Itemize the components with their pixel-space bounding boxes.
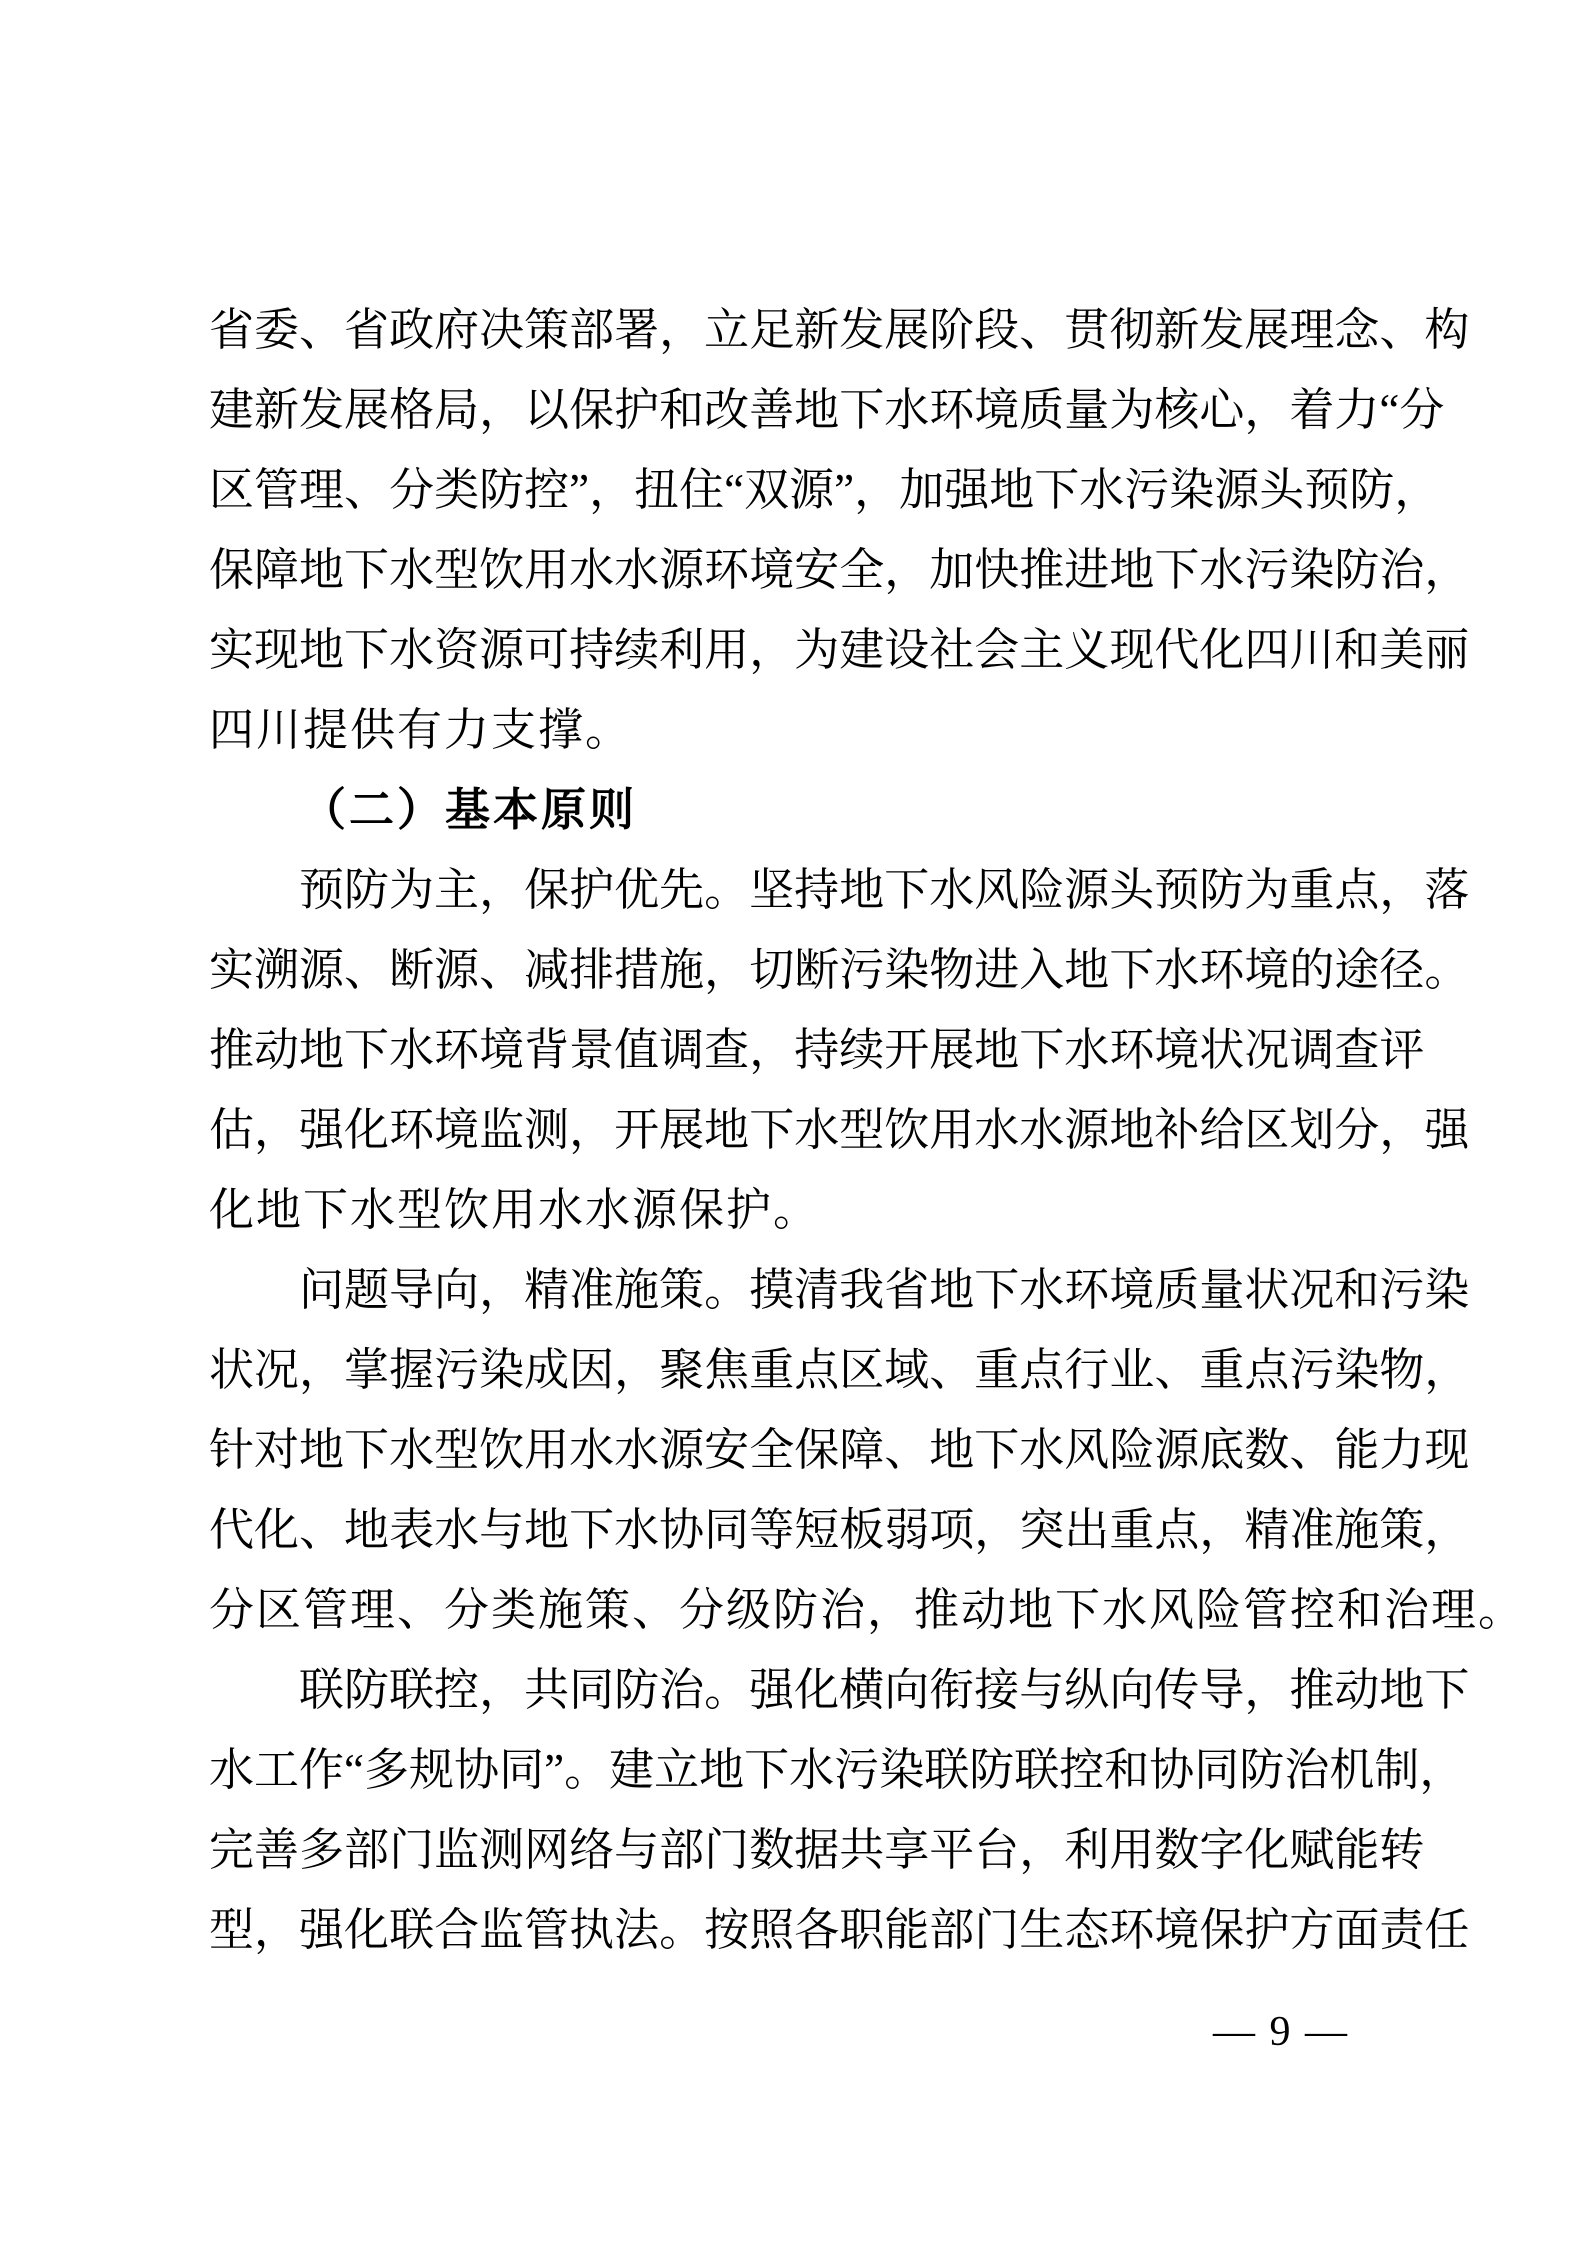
- paragraph: [209, 1250, 1526, 1650]
- text-line: 推 动 地 下 水 环 境 背 景 值 调 查 ， 持 续 开 展 地 下 水 环 境 状 况 调 查 评: [209, 1025, 1425, 1075]
- page-footer: [1213, 2008, 1349, 2056]
- text-line: 完 善 多 部 门 监 测 网 络 与 部 门 数 据 共 享 平 台 ， 利 用 数 字 化 赋 能 转: [209, 1825, 1425, 1875]
- text-line: 化地下水型饮用水水源保护。: [209, 1185, 821, 1235]
- text-line: 保 障 地 下 水 型 饮 用 水 水 源 环 境 安 全 ， 加 快 推 进 地 下 水 污 染 防 治 ，: [209, 545, 1470, 595]
- text-line: 实 溯 源 、 断 源 、 减 排 措 施 ， 切 断 污 染 物 进 入 地 下 水 环 境 的 途 径 。: [209, 945, 1470, 995]
- text-line: 问 题 导 向 ， 精 准 施 策 。 摸 清 我 省 地 下 水 环 境 质 量 状 况 和 污 染: [299, 1265, 1470, 1315]
- document-body: [209, 290, 1526, 1970]
- text-line: 代 化 、 地 表 水 与 地 下 水 协 同 等 短 板 弱 项 ， 突 出 重 点 ， 精 准 施 策 ，: [209, 1505, 1470, 1555]
- text-line: 分区管理、分类施策、分级防治，推动地下水风险管控和治理。: [209, 1585, 1526, 1635]
- text-line: 水 工 作 “ 多 规 协 同 ” 。 建 立 地 下 水 污 染 联 防 联 控 和 协 同 防 治 机 制 ，: [209, 1745, 1465, 1795]
- paragraph: [209, 290, 1470, 770]
- paragraph: [209, 1650, 1470, 1970]
- text-line: 省 委 、 省 政 府 决 策 部 署 ， 立 足 新 发 展 阶 段 、 贯 彻 新 发 展 理 念 、 构: [209, 305, 1470, 355]
- text-line: 建 新 发 展 格 局 ， 以 保 护 和 改 善 地 下 水 环 境 质 量 为 核 心 ， 着 力 “ 分: [209, 385, 1445, 435]
- text-line: 实 现 地 下 水 资 源 可 持 续 利 用 ， 为 建 设 社 会 主 义 现 代 化 四 川 和 美 丽: [209, 625, 1470, 675]
- paragraph: [209, 850, 1470, 1250]
- text-line: 针 对 地 下 水 型 饮 用 水 水 源 安 全 保 障 、 地 下 水 风 险 源 底 数 、 能 力 现: [209, 1425, 1470, 1475]
- text-line: 型 ， 强 化 联 合 监 管 执 法 。 按 照 各 职 能 部 门 生 态 环 境 保 护 方 面 责 任: [209, 1905, 1470, 1955]
- text-line: 区 管 理 、 分 类 防 控 ” ， 扭 住 “ 双 源 ” ， 加 强 地 下 水 污 染 源 头 预 防 ，: [209, 465, 1440, 515]
- text-line: 预 防 为 主 ， 保 护 优 先 。 坚 持 地 下 水 风 险 源 头 预 防 为 重 点 ， 落: [299, 865, 1470, 915]
- text-line: 状 况 ， 掌 握 污 染 成 因 ， 聚 焦 重 点 区 域 、 重 点 行 业 、 重 点 污 染 物 ，: [209, 1345, 1470, 1395]
- page-number: — 9 —: [1213, 2009, 1349, 2055]
- text-line: 估 ， 强 化 环 境 监 测 ， 开 展 地 下 水 型 饮 用 水 水 源 地 补 给 区 划 分 ， 强: [209, 1105, 1470, 1155]
- text-line: 四川提供有力支撑。: [209, 705, 633, 755]
- section-heading: （二）基本原则: [301, 785, 638, 835]
- text-line: 联 防 联 控 ， 共 同 防 治 。 强 化 横 向 衔 接 与 纵 向 传 导 ， 推 动 地 下: [299, 1665, 1470, 1715]
